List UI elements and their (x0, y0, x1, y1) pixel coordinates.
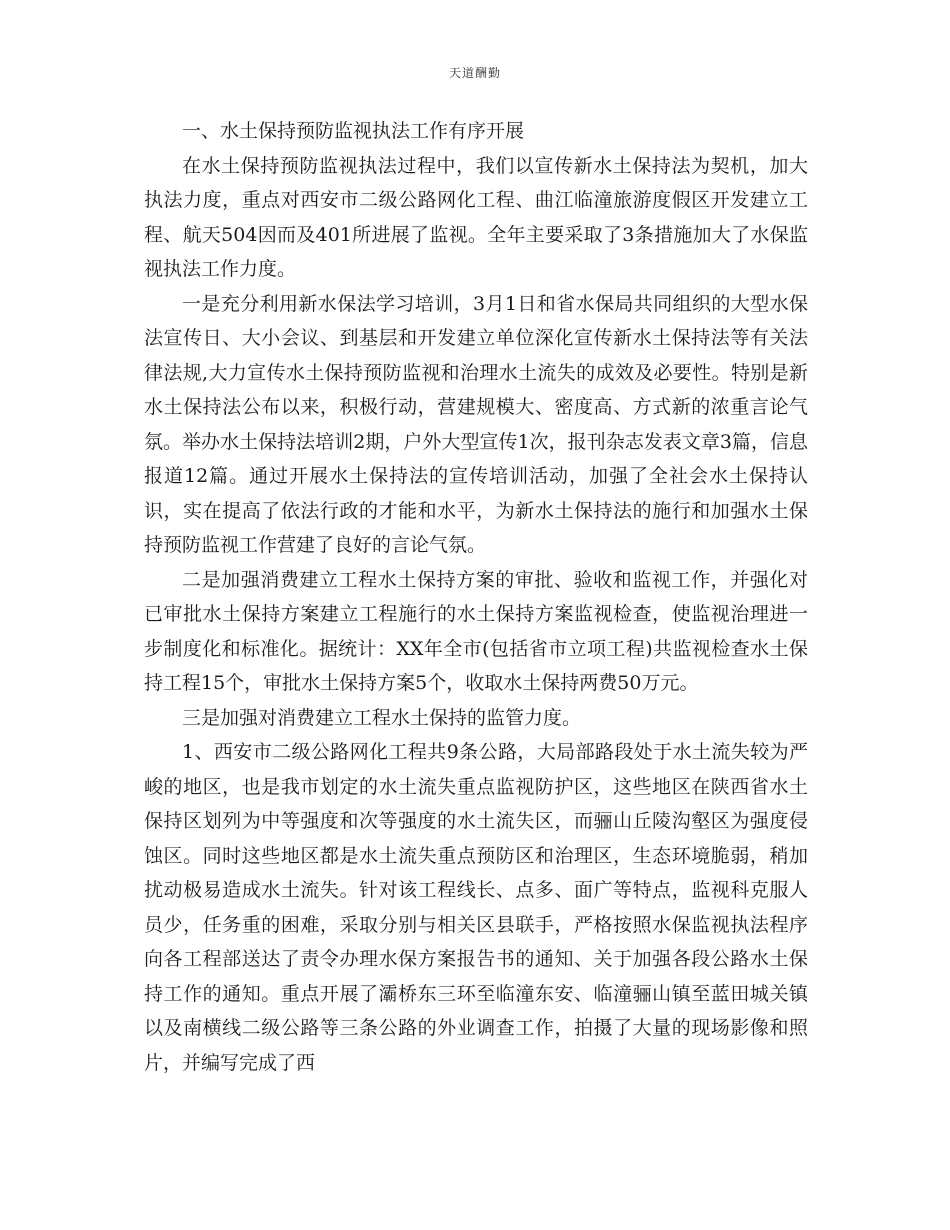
paragraph: 三是加强对消费建立工程水土保持的监管力度。 (182, 706, 582, 729)
paragraph: 一是充分利用新水保法学习培训，3月1日和省水保局共同组织的大型水保法宣传日、大小会议、到基层和开发建立单位深化宣传新水土保持法等有关法律法规,大力宣传水土保持预防监视和治理水土流失的成效及必要性。特别是新水土保持法公布以来，积极行动，营建规模大、密度高、方式新的浓重言论气氛。举办水土保持法培训2期，户外大型宣传1次，报刊杂志发表文章3篇，信息报道12篇。通过开展水土保持法的宣传培训活动，加强了全社会水土保持认识，实在提高了依法行政的才能和水平，为新水土保持法的施行和加强水土保持预防监视工作营建了良好的言论气氛。 (144, 292, 808, 556)
section-heading: 一、水土保持预防监视执法工作有序开展 (182, 120, 525, 142)
page-header: 天道酬勤 (448, 66, 501, 80)
paragraph: 二是加强消费建立工程水土保持方案的审批、验收和监视工作，并强化对已审批水土保持方案建立工程施行的水土保持方案监视检查，使监视治理进一步制度化和标准化。据统计：XX年全市(包括省市立项工程)共监视检查水土保持工程15个，审批水土保持方案5个，收取水土保持两费50万元。 (144, 568, 808, 694)
paragraph: 1、西安市二级公路网化工程共9条公路，大局部路段处于水土流失较为严峻的地区，也是我市划定的水土流失重点监视防护区，这些地区在陕西省水土保持区划列为中等强度和次等强度的水土流失区，而骊山丘陵沟壑区为强度侵蚀区。同时这些地区都是水土流失重点预防区和治理区，生态环境脆弱，稍加扰动极易造成水土流失。针对该工程线长、点多、面广等特点，监视科克服人员少，任务重的困难，采取分别与相关区县联手，严格按照水保监视执法程序向各工程部送达了责令办理水保方案报告书的通知、关于加强各段公路水土保持工作的通知。重点开展了灞桥东三环至临潼东安、临潼骊山镇至蓝田城关镇以及南横线二级公路等三条公路的外业调查工作，拍摄了大量的现场影像和照片，并编写完成了西 (144, 741, 808, 1074)
paragraph: 在水土保持预防监视执法过程中，我们以宣传新水土保持法为契机，加大执法力度，重点对西安市二级公路网化工程、曲江临潼旅游度假区开发建立工程、航天504因而及401所进展了监视。全年主要采取了3条措施加大了水保监视执法工作力度。 (144, 154, 808, 280)
document-body (144, 114, 808, 1080)
